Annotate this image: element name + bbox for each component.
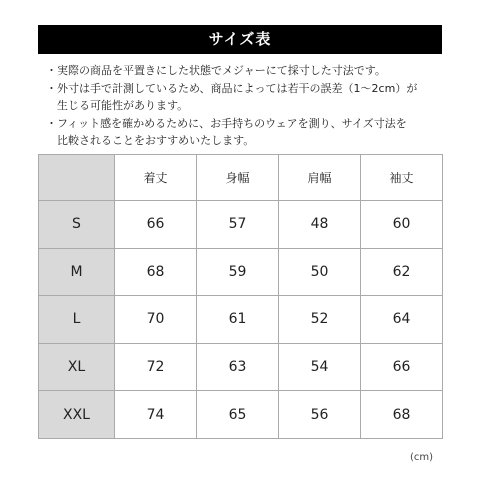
table-cell: 60 xyxy=(361,201,443,249)
table-cell: 66 xyxy=(115,201,197,249)
note-line: 比較されることをおすすめいたします。 xyxy=(46,134,255,147)
note-line: ・外寸は手で計測しているため、商品によっては若干の誤差（1〜2cm）が xyxy=(46,81,418,95)
table-cell: 62 xyxy=(361,248,443,296)
unit-label: (cm) xyxy=(410,452,434,463)
table-cell: 74 xyxy=(115,391,197,439)
column-header-shoulder: 肩幅 xyxy=(279,155,361,201)
table-cell: 70 xyxy=(115,296,197,344)
table-cell: 48 xyxy=(279,201,361,249)
table-cell: 59 xyxy=(197,248,279,296)
table-row xyxy=(39,248,443,296)
notes xyxy=(46,62,446,150)
table-row xyxy=(39,343,443,391)
table-cell: 64 xyxy=(361,296,443,344)
table-cell: 68 xyxy=(361,391,443,439)
table-cell: 63 xyxy=(197,343,279,391)
column-header-sleeve: 袖丈 xyxy=(361,155,443,201)
row-header-size: XL xyxy=(39,343,115,391)
table-cell: 50 xyxy=(279,248,361,296)
table-cell: 65 xyxy=(197,391,279,439)
table-corner-cell xyxy=(39,155,115,201)
table-cell: 68 xyxy=(115,248,197,296)
table-cell: 52 xyxy=(279,296,361,344)
table-cell: 61 xyxy=(197,296,279,344)
row-header-size: S xyxy=(39,201,115,249)
size-table xyxy=(38,154,443,439)
table-cell: 54 xyxy=(279,343,361,391)
table-cell: 57 xyxy=(197,201,279,249)
table-row xyxy=(39,296,443,344)
note-line: ・実際の商品を平置きにした状態でメジャーにて採寸した寸法です。 xyxy=(46,64,386,77)
note-line: ・フィット感を確かめるために、お手持ちのウェアを測り、サイズ寸法を xyxy=(46,116,407,130)
table-header-row xyxy=(39,155,443,201)
table-cell: 56 xyxy=(279,391,361,439)
column-header-width: 身幅 xyxy=(197,155,279,201)
note-line: 生じる可能性があります。 xyxy=(46,99,189,112)
table-row xyxy=(39,391,443,439)
row-header-size: M xyxy=(39,248,115,296)
page-title: サイズ表 xyxy=(38,25,442,54)
row-header-size: XXL xyxy=(39,391,115,439)
column-header-length: 着丈 xyxy=(115,155,197,201)
table-cell: 72 xyxy=(115,343,197,391)
table-row xyxy=(39,201,443,249)
table-cell: 66 xyxy=(361,343,443,391)
row-header-size: L xyxy=(39,296,115,344)
